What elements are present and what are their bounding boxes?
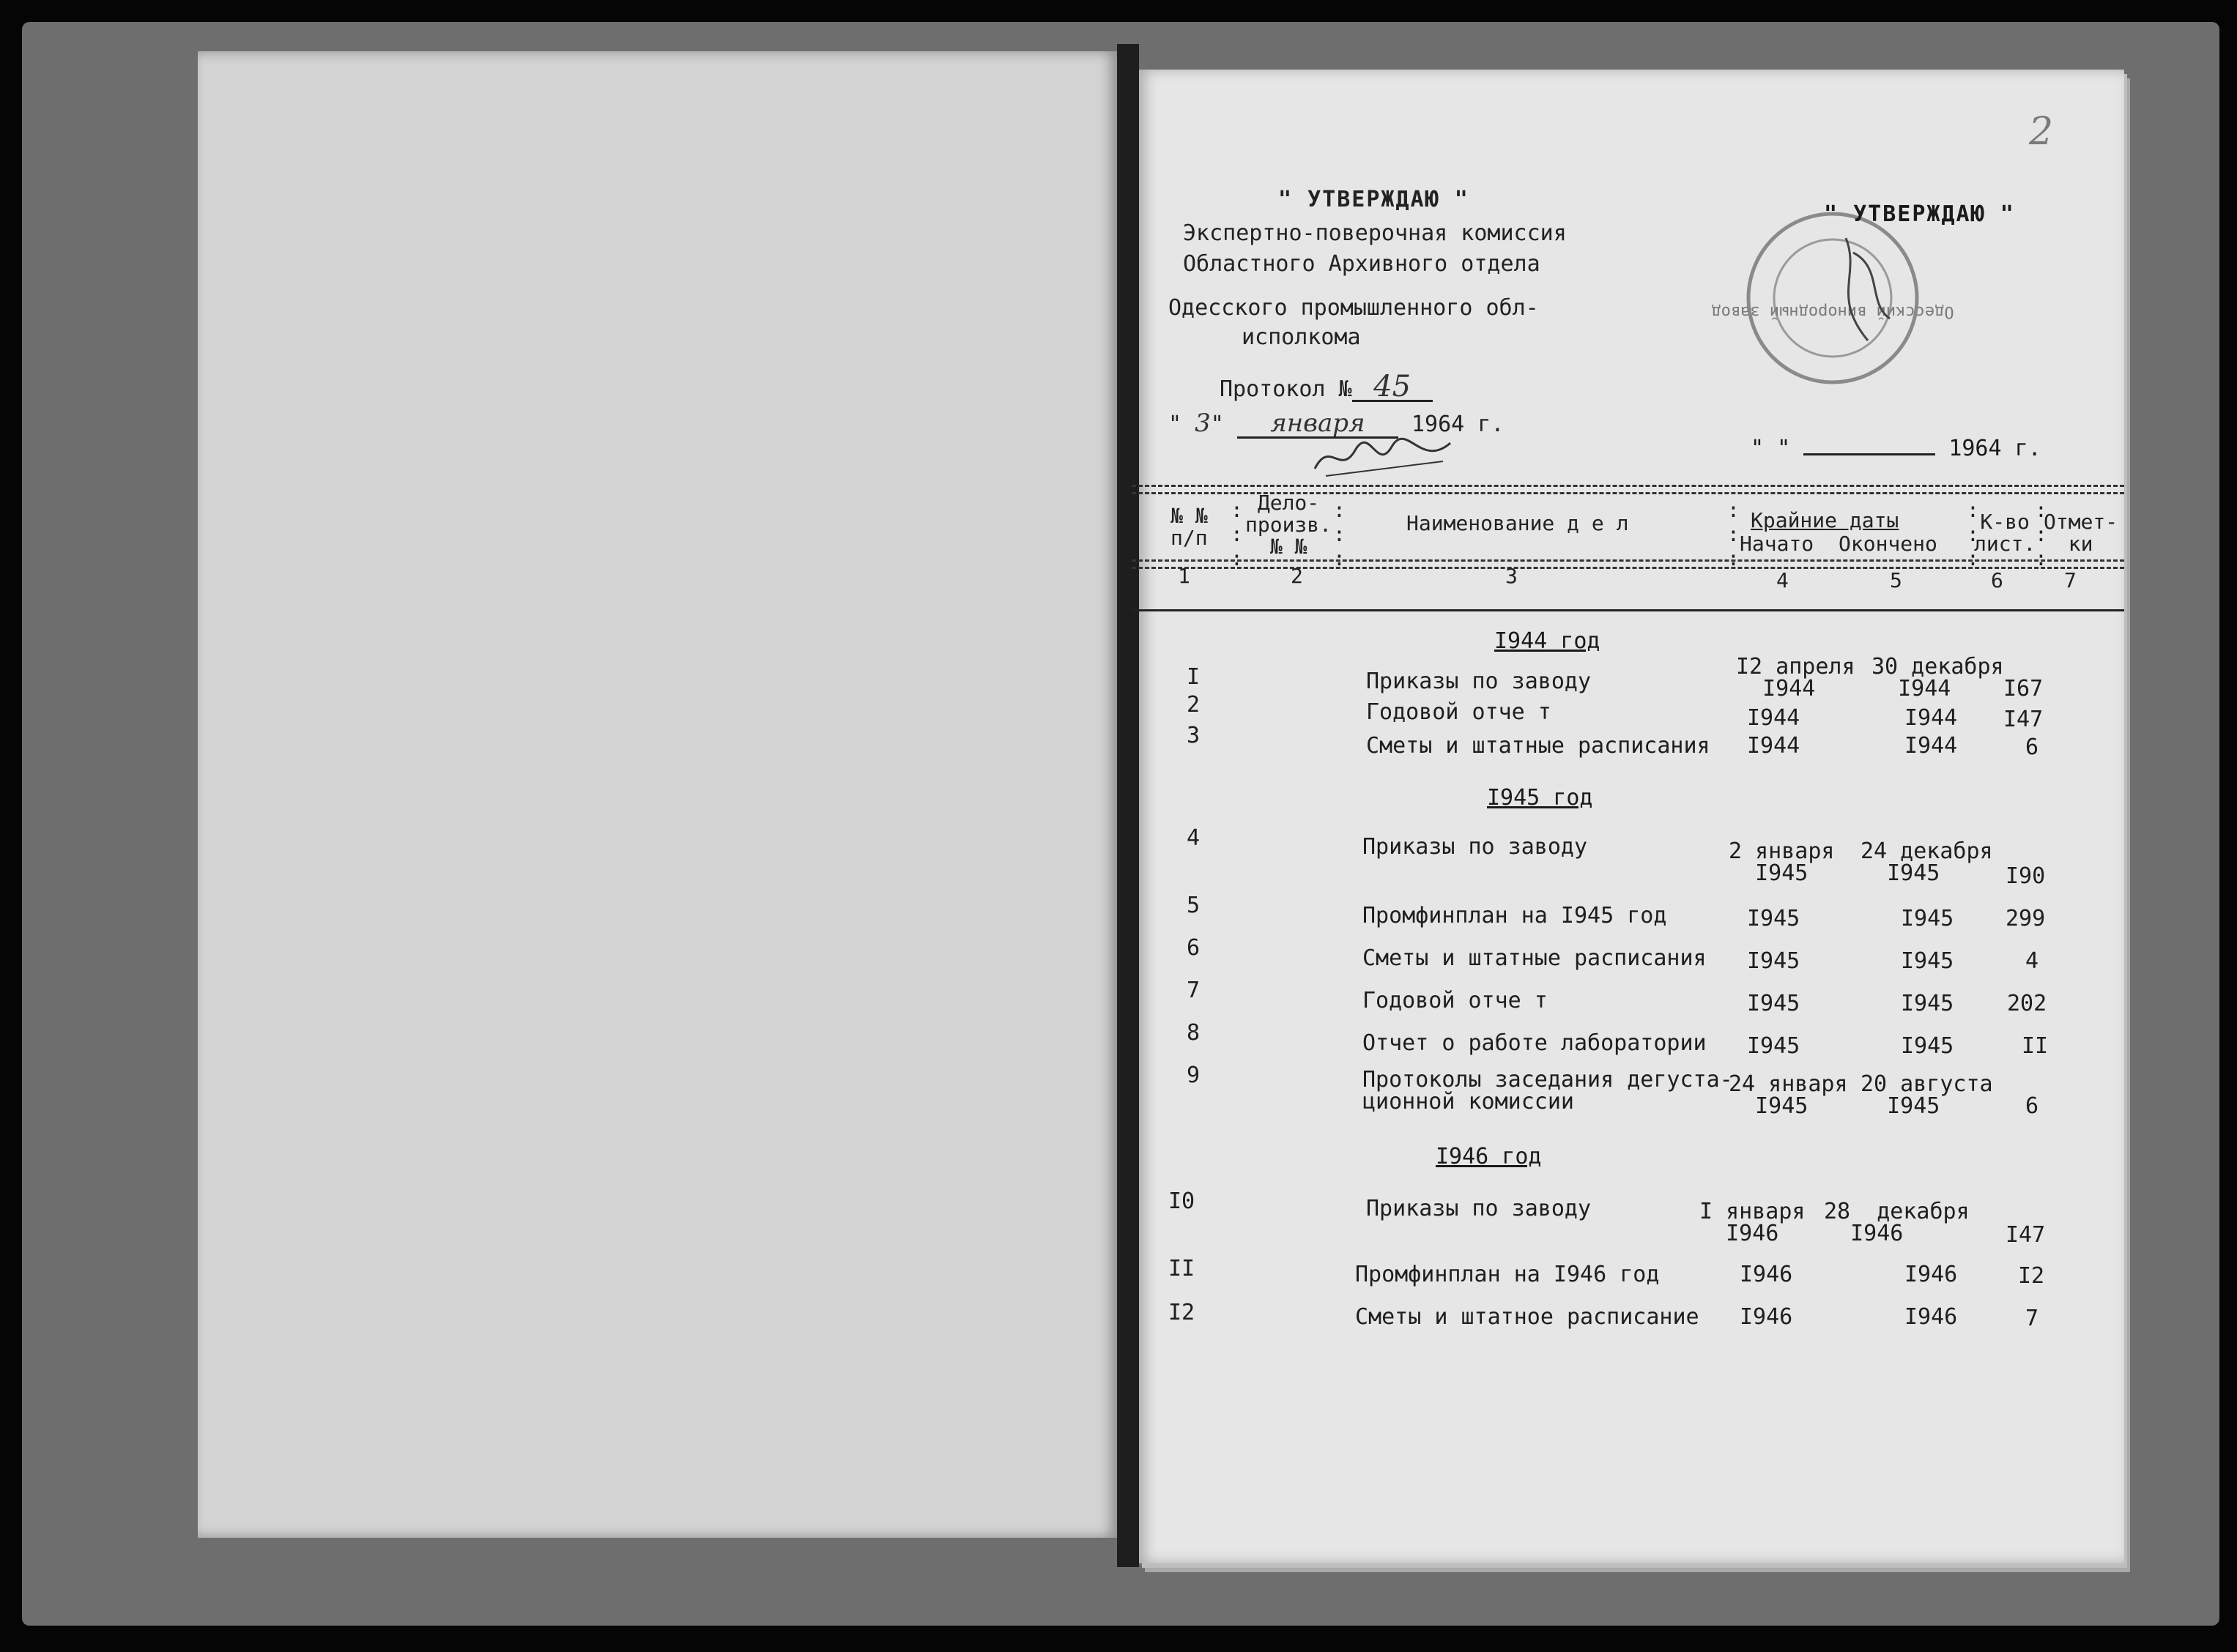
row-start: 2 января I945 (1729, 838, 1835, 886)
approval-header-right: " УТВЕРЖДАЮ " (1824, 201, 2015, 227)
row-sheets: I47 (2003, 707, 2044, 732)
row-title: Годовой отче т (1362, 988, 1548, 1013)
col-separator: : : : (1231, 498, 1243, 570)
signature-scrawl (1311, 432, 1458, 483)
protocol-number: 45 (1352, 373, 1433, 402)
col-header-start: Начато (1740, 532, 1814, 556)
date-year: 1964 г. (1411, 412, 1505, 437)
section-year-1946: I946 год (1436, 1144, 1542, 1169)
col-num-7: 7 (2064, 568, 2077, 592)
row-title: Приказы по заводу (1366, 669, 1592, 694)
row-start: 24 января I945 (1729, 1071, 1848, 1119)
row-number: 3 (1187, 723, 1201, 748)
col-num-4: 4 (1776, 568, 1789, 592)
row-title: Отчет о работе лаборатории (1362, 1030, 1707, 1056)
row-end: I945 (1901, 991, 1954, 1016)
row-title: Промфинплан на I946 год (1355, 1262, 1660, 1287)
row-sheets: I47 (2006, 1222, 2046, 1248)
protocol-label: Протокол № (1220, 376, 1352, 402)
row-sheets: I67 (2003, 676, 2044, 702)
protocol-line (1220, 370, 1433, 403)
col-num-1: 1 (1178, 564, 1190, 588)
approval-line-1: Экспертно-поверочная комиссия (1183, 220, 1567, 246)
row-start: I945 (1747, 948, 1800, 974)
col-header-number: № № п/п (1171, 504, 1208, 550)
row-sheets: 6 (2025, 734, 2039, 760)
col-num-2: 2 (1291, 564, 1303, 588)
row-number: 9 (1187, 1063, 1201, 1088)
row-end: I946 (1904, 1262, 1958, 1287)
col-num-3: 3 (1505, 564, 1518, 588)
left-blank-page (198, 51, 1117, 1538)
col-header-end: Окончено (1839, 532, 1937, 556)
col-separator: : : : (1727, 498, 1740, 570)
row-start: I946 (1740, 1304, 1793, 1330)
row-number: 8 (1187, 1020, 1201, 1046)
row-number: 6 (1187, 935, 1201, 961)
date-open-quote: " (1168, 412, 1182, 437)
col-header-dates: Крайние даты (1751, 508, 1899, 532)
date-right-blank (1803, 453, 1935, 455)
row-end: I944 (1904, 733, 1958, 759)
row-sheets: II (2022, 1033, 2049, 1059)
row-end: I945 (1901, 1033, 1954, 1059)
approval-line-4: исполкома (1242, 324, 1361, 350)
approval-date-right (1751, 436, 2041, 461)
date-month: января (1237, 410, 1398, 439)
date-right-quotes: " " (1751, 436, 1791, 461)
row-title: Сметы и штатное расписание (1355, 1304, 1699, 1330)
row-number: I (1187, 664, 1201, 690)
section-year-1944: I944 год (1494, 628, 1600, 654)
row-title: Годовой отче т (1366, 699, 1551, 725)
date-close-quote: " (1210, 412, 1224, 437)
row-sheets: 7 (2025, 1306, 2039, 1331)
row-end: 28 декабря I946 (1824, 1199, 1970, 1246)
row-number: 4 (1187, 825, 1201, 851)
right-document-page (1139, 70, 2124, 1563)
row-end: I945 (1901, 948, 1954, 974)
row-sheets: I90 (2006, 863, 2046, 889)
date-right-year: 1964 г. (1948, 436, 2041, 461)
row-number: II (1168, 1256, 1195, 1281)
approval-line-2: Областного Архивного отдела (1183, 251, 1540, 277)
col-separator: : : : (1967, 498, 1979, 570)
stamp-text: Одесский винородный завод (1711, 302, 1954, 321)
row-end: 30 декабря I944 (1871, 654, 2004, 702)
row-end: 20 августа I945 (1861, 1071, 1993, 1119)
row-start: I945 (1747, 991, 1800, 1016)
header-rule-bottom (1132, 609, 2124, 611)
row-start: I944 (1747, 733, 1800, 759)
col-header-sheets: К-во лист. (1974, 510, 2036, 556)
row-sheets: I2 (2018, 1263, 2045, 1289)
row-title: Приказы по заводу (1362, 834, 1588, 860)
row-end: I946 (1904, 1304, 1958, 1330)
row-title: Протоколы заседания дегуста- ционной комиссии (1362, 1067, 1733, 1115)
row-start: I945 (1747, 1033, 1800, 1059)
approval-line-3: Одесского промышленного обл- (1168, 295, 1539, 321)
row-number: 2 (1187, 692, 1201, 718)
row-start: I января I946 (1699, 1199, 1806, 1246)
round-stamp (1711, 209, 1954, 388)
page-number: 2 (2029, 110, 2054, 154)
col-header-title: Наименование д е л (1406, 511, 1629, 535)
row-start: I946 (1740, 1262, 1793, 1287)
col-separator: : : : (1333, 498, 1346, 570)
section-year-1945: I945 год (1487, 785, 1593, 811)
row-title: Промфинплан на I945 год (1362, 903, 1667, 929)
col-num-5: 5 (1890, 568, 1902, 592)
row-number: I2 (1168, 1300, 1195, 1325)
row-number: I0 (1168, 1188, 1195, 1214)
row-end: I944 (1904, 705, 1958, 731)
date-day: 3 (1195, 409, 1211, 438)
header-rule-top-1 (1132, 485, 2124, 487)
row-sheets: 6 (2025, 1093, 2039, 1119)
col-header-notes: Отмет- ки (2044, 510, 2118, 556)
book-gutter (1117, 44, 1139, 1567)
approval-header-left: " УТВЕРЖДАЮ " (1278, 187, 1469, 212)
row-end: 24 декабря I945 (1861, 838, 1993, 886)
row-start: I945 (1747, 906, 1800, 931)
row-number: 7 (1187, 978, 1201, 1003)
row-title: Приказы по заводу (1366, 1196, 1592, 1221)
col-separator: : : : (2035, 498, 2047, 570)
row-number: 5 (1187, 893, 1201, 918)
row-sheets: 299 (2006, 906, 2046, 931)
row-start: I944 (1747, 705, 1800, 731)
col-header-case-no: Дело- произв. № № (1245, 491, 1332, 559)
col-num-6: 6 (1991, 568, 2003, 592)
row-title: Сметы и штатные расписания (1362, 945, 1707, 971)
row-end: I945 (1901, 906, 1954, 931)
row-title: Сметы и штатные расписания (1366, 733, 1710, 759)
row-start: I2 апреля I944 (1736, 654, 1855, 702)
row-sheets: 4 (2025, 948, 2039, 974)
row-sheets: 202 (2007, 991, 2047, 1016)
